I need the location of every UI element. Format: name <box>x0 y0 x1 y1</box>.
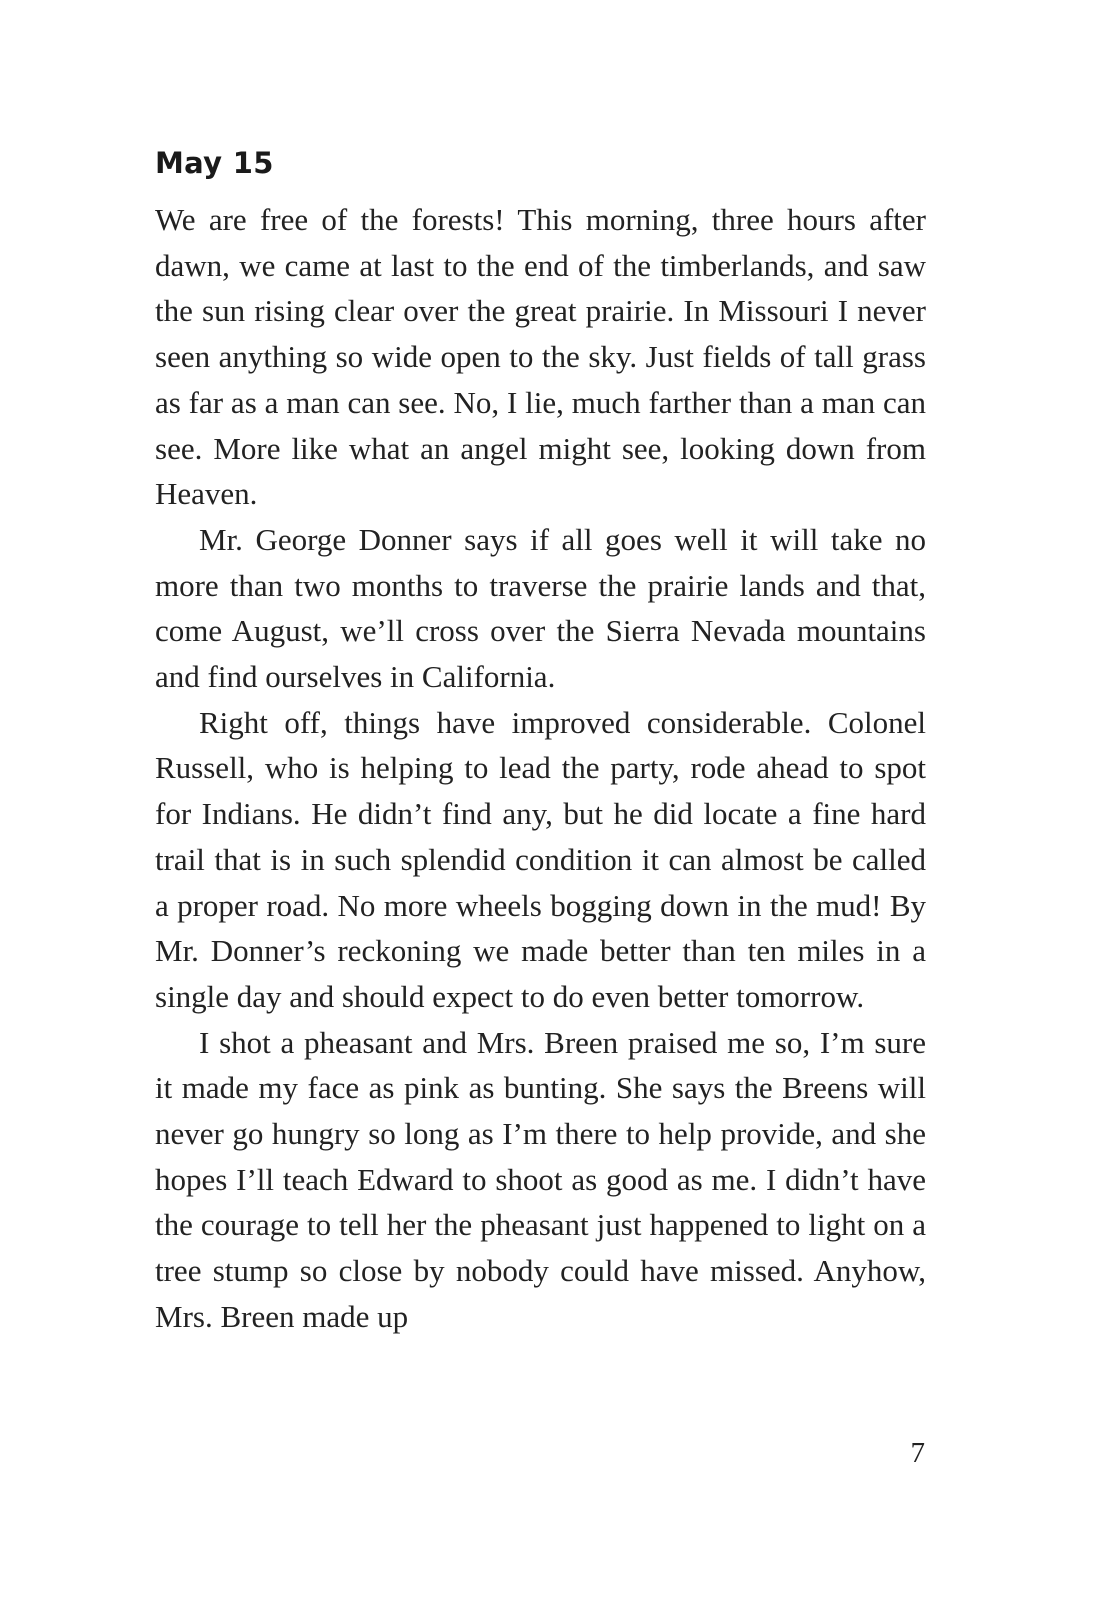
paragraph: We are free of the forests! This morning, three hours after dawn, we came at last to the end of the timberlands, and saw the sun rising clear over the great prairie. In Missouri I never seen anything so wide open to the sky. Just fields of tall grass as far as a man can see. No, I lie, much farther than a man can see. More like what an angel might see, looking down from Heaven. <box>155 202 926 512</box>
entry-date-heading: May 15 <box>155 146 274 180</box>
page-number: 7 <box>910 1437 925 1469</box>
paragraph: Mr. George Donner says if all goes well it will take no more than two months to traverse the prairie lands and that, come August, we’ll cross over the Sierra Nevada mountains and find ourselves in California. <box>155 521 926 695</box>
entry-body <box>155 197 926 1340</box>
paragraph: I shot a pheasant and Mrs. Breen praised me so, I’m sure it made my face as pink as bunting. She says the Breens will never go hungry so long as I’m there to help provide, and she hopes I’ll teach Edward to shoot as good as me. I didn’t have the courage to tell her the pheasant just happened to light on a tree stump so close by nobody could have missed. Anyhow, Mrs. Breen made up <box>155 1024 926 1334</box>
paragraph: Right off, things have improved considerable. Colonel Russell, who is helping to lead the party, rode ahead to spot for Indians. He didn’t find any, but he did locate a fine hard trail that is in such splendid condition it can almost be called a proper road. No more wheels bogging down in the mud! By Mr. Donner’s reckoning we made better than ten miles in a single day and should expect to do even better tomorrow. <box>155 704 926 1014</box>
